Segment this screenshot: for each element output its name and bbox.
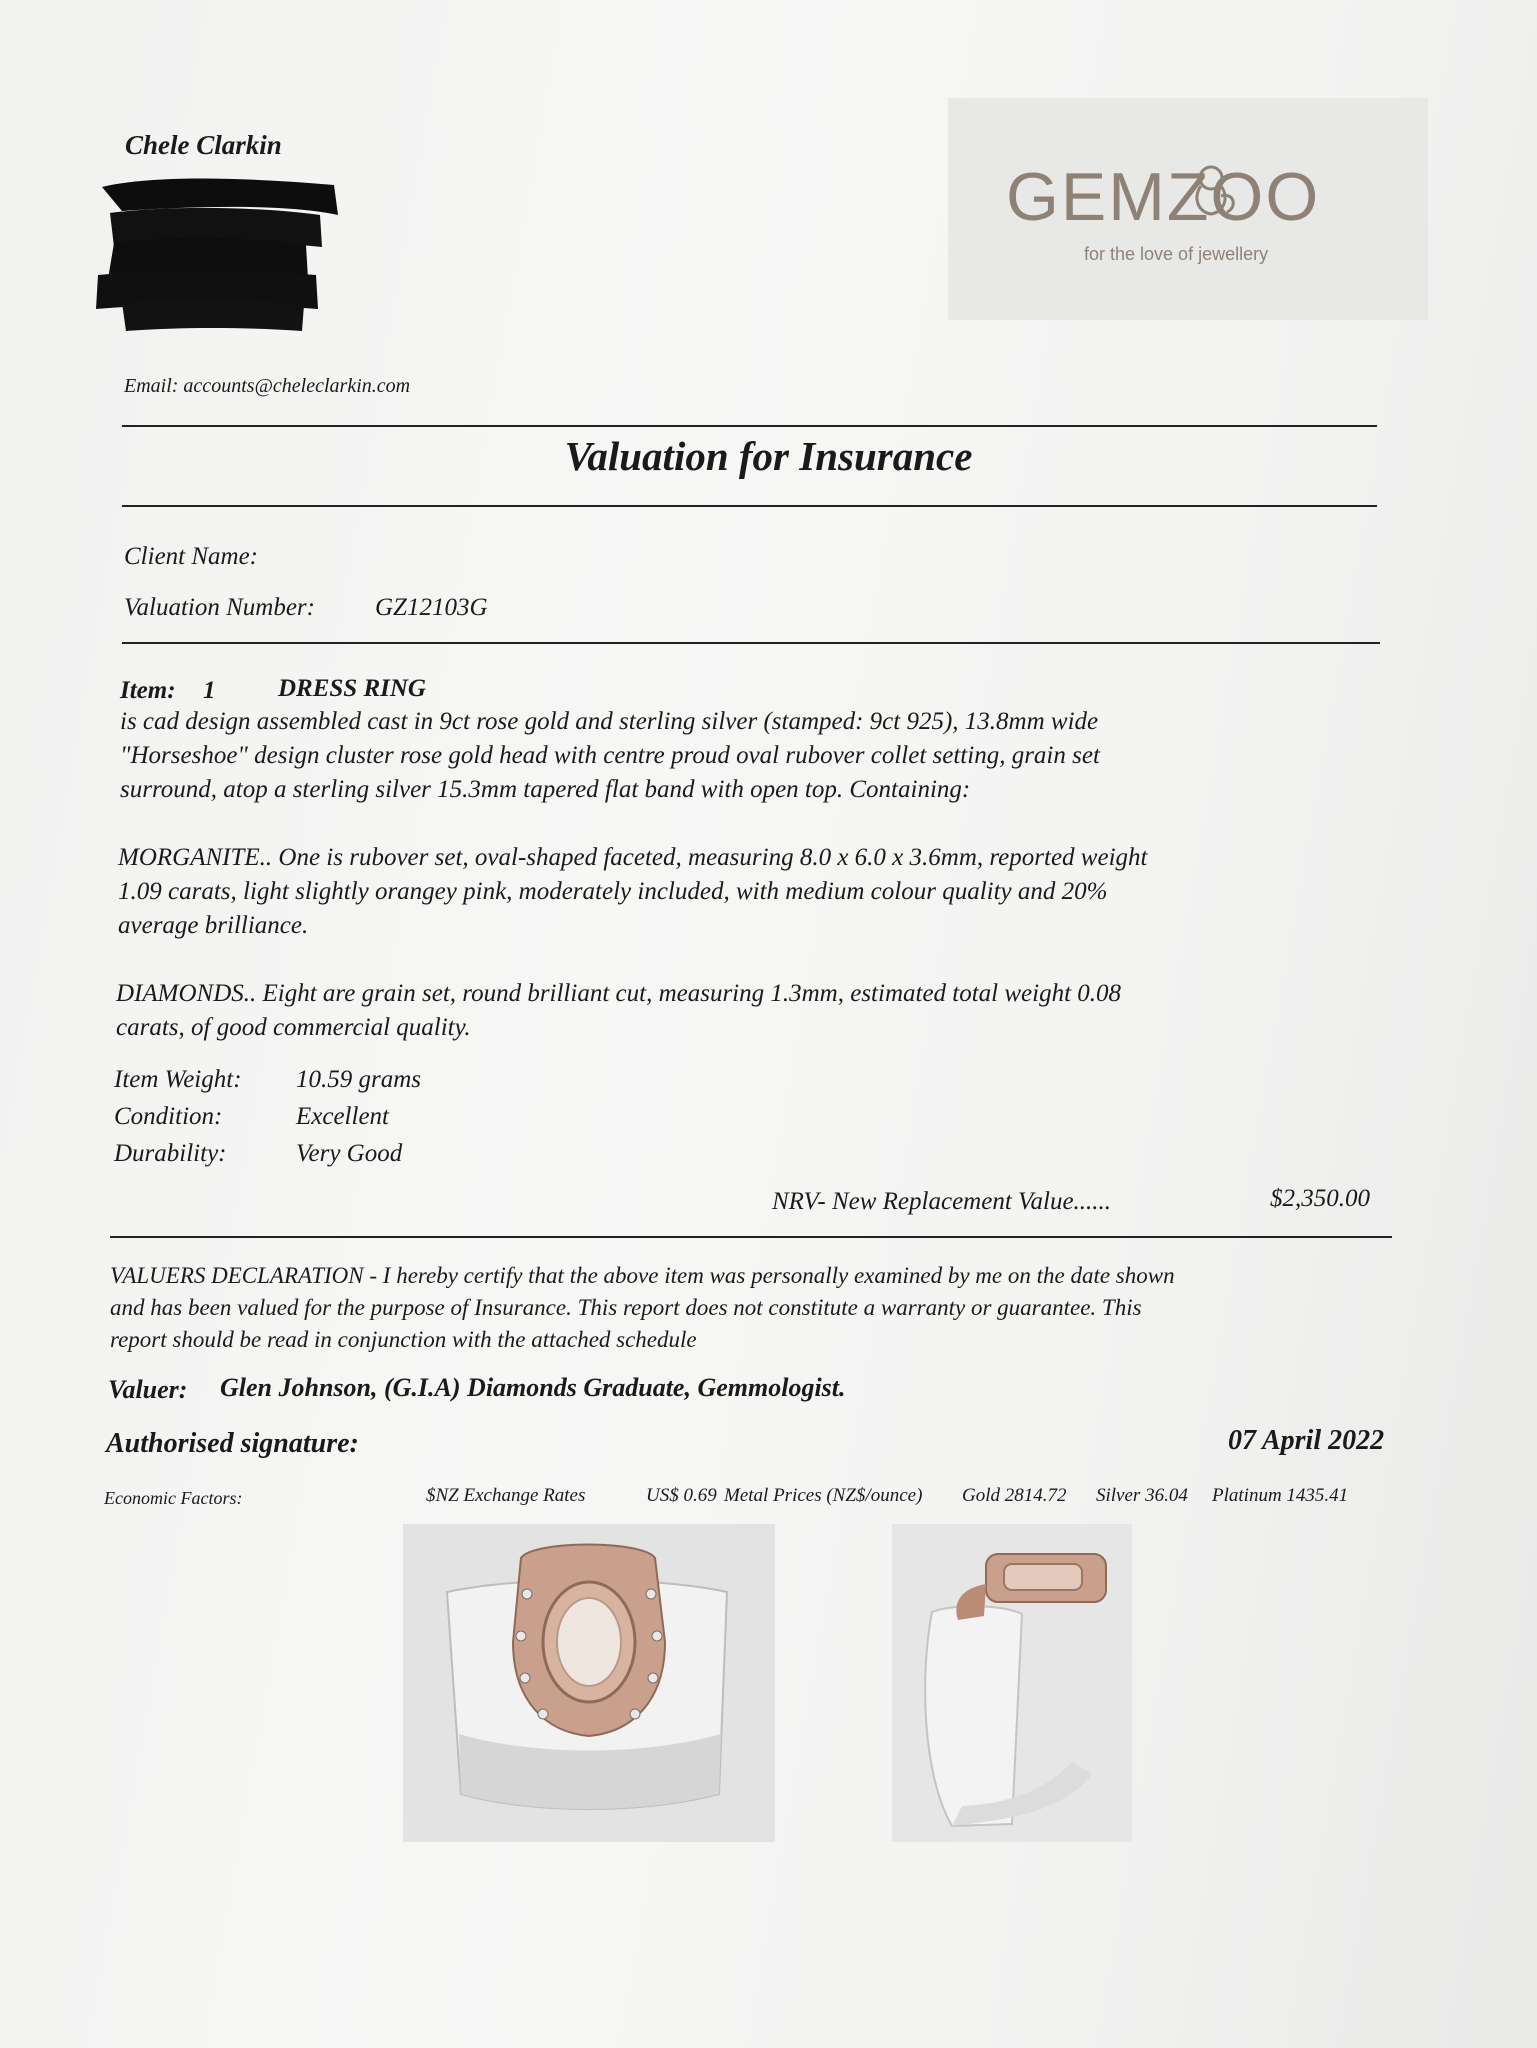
- valuation-number-label: Valuation Number:: [124, 594, 315, 621]
- client-name-label: Client Name:: [124, 543, 259, 570]
- description-line: "Horseshoe" design cluster rose gold head with centre proud oval rubover collet setting, grain set: [120, 742, 1100, 769]
- condition-value: Excellent: [296, 1103, 389, 1130]
- divider: [122, 505, 1377, 507]
- ring-photo-front: [403, 1524, 775, 1842]
- durability-label: Durability:: [114, 1140, 227, 1167]
- declaration-line: and has been valued for the purpose of Insurance. This report does not constitute a warranty or guarantee. This: [110, 1295, 1142, 1320]
- logo: [948, 98, 1428, 320]
- item-weight-label: Item Weight:: [114, 1066, 242, 1093]
- divider: [122, 425, 1377, 427]
- email: Email: accounts@cheleclarkin.com: [124, 375, 411, 397]
- nrv-label: NRV- New Replacement Value......: [772, 1188, 1112, 1215]
- condition-label: Condition:: [114, 1103, 223, 1130]
- gold-price: Gold 2814.72: [962, 1485, 1067, 1506]
- economic-factors-label: Economic Factors:: [104, 1488, 243, 1508]
- divider: [122, 642, 1380, 644]
- silver-price: Silver 36.04: [1096, 1485, 1188, 1506]
- valuer-value: Glen Johnson, (G.I.A) Diamonds Graduate, Gemmologist.: [220, 1373, 846, 1402]
- signature-label: Authorised signature:: [106, 1428, 359, 1459]
- declaration-line: VALUERS DECLARATION - I hereby certify that the above item was personally examined by me on the date shown: [110, 1263, 1175, 1288]
- valuer-label: Valuer:: [108, 1375, 188, 1404]
- metal-prices-label: Metal Prices (NZ$/ounce): [724, 1485, 923, 1506]
- item-weight-value: 10.59 grams: [296, 1066, 422, 1093]
- nrv-value: $2,350.00: [1270, 1185, 1370, 1212]
- morganite-line: MORGANITE.. One is rubover set, oval-shaped faceted, measuring 8.0 x 6.0 x 3.6mm, reported weight: [118, 844, 1148, 871]
- diamonds-line: carats, of good commercial quality.: [116, 1014, 471, 1041]
- page-title: Valuation for Insurance: [564, 433, 973, 479]
- sender-name: Chele Clarkin: [125, 130, 282, 160]
- exchange-value: US$ 0.69: [646, 1485, 717, 1506]
- description-line: surround, atop a sterling silver 15.3mm tapered flat band with open top. Containing:: [120, 776, 971, 803]
- description-line: is cad design assembled cast in 9ct rose gold and sterling silver (stamped: 9ct 925), 13.8mm wide: [120, 708, 1099, 735]
- declaration-line: report should be read in conjunction with the attached schedule: [110, 1327, 697, 1352]
- ring-photo-side: [892, 1524, 1132, 1842]
- morganite-line: average brilliance.: [118, 912, 309, 939]
- morganite-line: 1.09 carats, light slightly orangey pink, moderately included, with medium colour quality and 20%: [118, 878, 1108, 905]
- divider: [110, 1236, 1392, 1238]
- redacted-address: [92, 175, 342, 335]
- item-label: Item:: [120, 677, 176, 704]
- logo-tagline: for the love of jewellery: [1084, 244, 1269, 264]
- exchange-label: $NZ Exchange Rates: [426, 1485, 586, 1506]
- signature-date: 07 April 2022: [1228, 1425, 1385, 1456]
- item-number: 1: [203, 677, 216, 704]
- item-name: DRESS RING: [278, 675, 426, 702]
- platinum-price: Platinum 1435.41: [1212, 1485, 1349, 1506]
- durability-value: Very Good: [296, 1140, 403, 1167]
- logo-brand: GEMZOO: [1006, 159, 1321, 235]
- diamonds-line: DIAMONDS.. Eight are grain set, round brilliant cut, measuring 1.3mm, estimated total weight 0.08: [116, 980, 1122, 1007]
- valuation-number-value: GZ12103G: [375, 594, 488, 621]
